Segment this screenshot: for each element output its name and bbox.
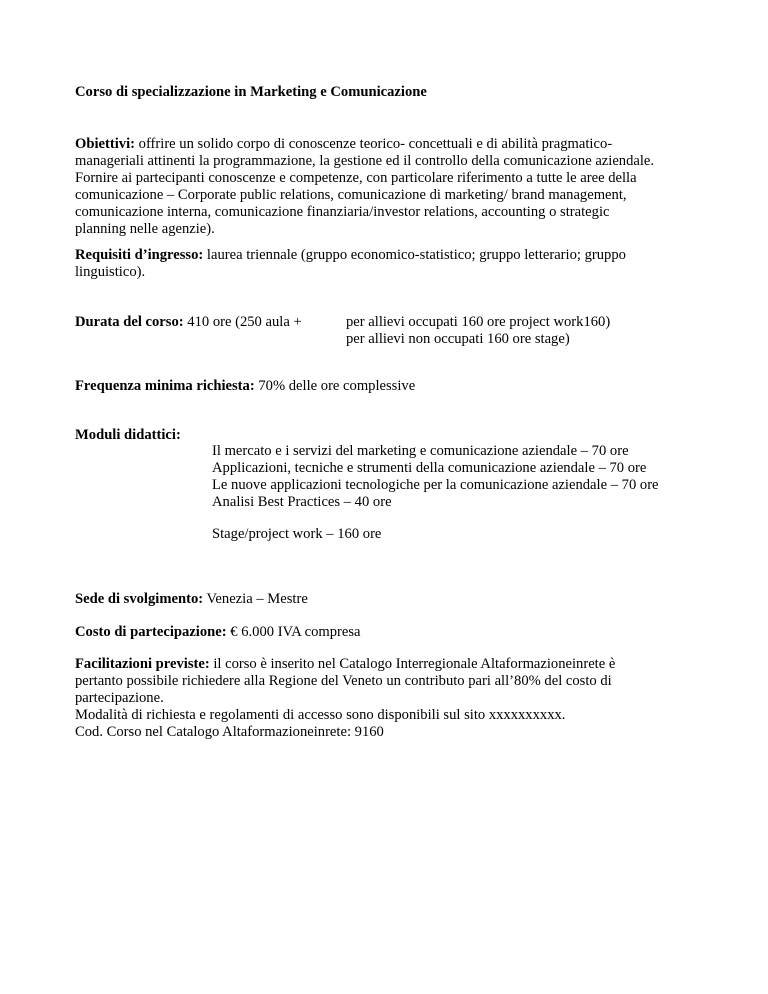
obiettivi-line-1 (75, 136, 654, 153)
title-text: Corso di specializzazione in Marketing e Comunicazione (75, 84, 427, 100)
section-obiettivi (75, 136, 654, 238)
section-requisiti (75, 247, 626, 281)
durata-detail-occupati: per allievi occupati 160 ore project work160) (346, 314, 611, 330)
list-item: Il mercato e i servizi del marketing e comunicazione aziendale – 70 ore (212, 443, 629, 459)
requisiti-label: Requisiti d’ingresso: (75, 247, 204, 263)
list-item: Analisi Best Practices – 40 ore (212, 494, 392, 510)
facilitazioni-line-2: pertanto possibile richiedere alla Regione del Veneto un contributo pari all’80% del costo di (75, 673, 612, 689)
moduli-label: Moduli didattici: (75, 427, 181, 443)
obiettivi-label: Obiettivi: (75, 136, 135, 152)
list-item: Applicazioni, tecniche e strumenti della comunicazione aziendale – 70 ore (212, 460, 647, 476)
sede-label: Sede di svolgimento: (75, 591, 204, 607)
requisiti-line-1 (75, 247, 626, 264)
requisiti-text-1: laurea triennale (gruppo economico-statistico; gruppo letterario; gruppo (206, 247, 626, 263)
durata-detail-non-occupati: per allievi non occupati 160 ore stage) (346, 331, 570, 347)
obiettivi-line-5: comunicazione interna, comunicazione finanziaria/investor relations, accounting o strategic (75, 204, 610, 220)
obiettivi-line-3: Fornire ai partecipanti conoscenze e competenze, con particolare riferimento a tutte le aree della (75, 170, 637, 186)
requisiti-line-2: linguistico). (75, 264, 146, 280)
facilitazioni-line-3: partecipazione. (75, 690, 164, 706)
facilitazioni-line-4: Modalità di richiesta e regolamenti di accesso sono disponibili sul sito xxxxxxxxxx. (75, 707, 566, 723)
frequenza-label: Frequenza minima richiesta: (75, 378, 255, 394)
costo-label: Costo di partecipazione: (75, 624, 227, 640)
section-frequenza (75, 378, 415, 395)
durata-value: 410 ore (250 aula + (187, 314, 302, 330)
facilitazioni-label: Facilitazioni previste: (75, 656, 210, 672)
frequenza-value: 70% delle ore complessive (258, 378, 416, 394)
obiettivi-line-4: comunicazione – Corporate public relations, comunicazione di marketing/ brand management, (75, 187, 627, 203)
sede-value: Venezia – Mestre (206, 591, 308, 607)
durata-details (346, 314, 610, 348)
moduli-list (212, 443, 659, 511)
section-costo (75, 624, 361, 641)
section-facilitazioni (75, 656, 615, 741)
section-moduli (75, 427, 181, 444)
facilitazioni-text-1: il corso è inserito nel Catalogo Interregionale Altaformazioneinrete è (213, 656, 616, 672)
list-item: Le nuove applicazioni tecnologiche per la comunicazione aziendale – 70 ore (212, 477, 659, 493)
section-sede (75, 591, 308, 608)
obiettivi-line-6: planning nelle agenzie). (75, 221, 215, 237)
facilitazioni-line-5: Cod. Corso nel Catalogo Altaformazioneinrete: 9160 (75, 724, 384, 740)
obiettivi-line-2: manageriali attinenti la programmazione, la gestione ed il controllo della comunicazione aziendale. (75, 153, 655, 169)
page-title (75, 84, 427, 101)
section-durata (75, 314, 302, 331)
facilitazioni-line-1 (75, 656, 615, 673)
durata-label: Durata del corso: (75, 314, 184, 330)
obiettivi-text-1: offrire un solido corpo di conoscenze teorico- concettuali e di abilità pragmatico- (138, 136, 613, 152)
costo-value: € 6.000 IVA compresa (230, 624, 361, 640)
moduli-stage: Stage/project work – 160 ore (212, 526, 382, 542)
